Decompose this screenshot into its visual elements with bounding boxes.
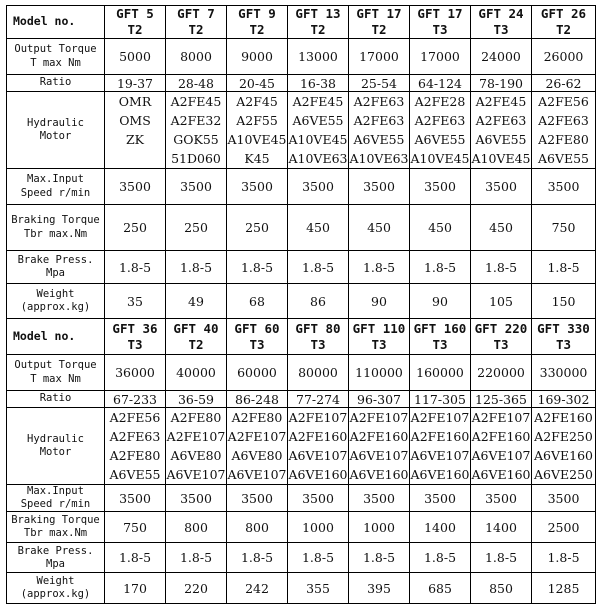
row-label-speed xyxy=(7,169,105,205)
motor-cell: A2FE107 xyxy=(410,408,471,428)
row-label-line: Speed r/min xyxy=(20,186,91,199)
brake-press-cell: 1.8-5 xyxy=(471,251,532,284)
motor-cell: A2FE160 xyxy=(288,429,348,444)
motor-cell: A6VE55 xyxy=(532,149,596,169)
speed-cell: 3500 xyxy=(166,169,227,205)
row-label-model: Model no. xyxy=(7,6,105,39)
model-name: GFT 7 xyxy=(177,6,215,22)
model-name: GFT 36 xyxy=(112,320,158,336)
ratio-cell: 96-307 xyxy=(349,391,410,408)
weight-cell: 86 xyxy=(288,284,349,319)
motor-cell: A2FE45 xyxy=(166,92,227,112)
ratio-cell: 125-365 xyxy=(471,391,532,408)
motor-cell: A2FE80 xyxy=(227,408,288,428)
table-row-model xyxy=(7,6,596,39)
model-type: T2 xyxy=(371,22,387,37)
row-label-weight xyxy=(7,573,105,604)
motor-cell: A6VE160 xyxy=(471,465,532,485)
speed-cell: 3500 xyxy=(532,169,596,205)
row-label-torque xyxy=(7,39,105,75)
row-label-line: Weight xyxy=(36,575,75,588)
model-header-cell xyxy=(227,319,288,355)
brake-press-cell: 1.8-5 xyxy=(105,543,166,573)
table-row-motor xyxy=(7,92,596,112)
speed-cell: 3500 xyxy=(471,485,532,512)
model-type: T3 xyxy=(493,336,509,352)
model-type: T3 xyxy=(310,336,326,352)
motor-cell: A2F45 xyxy=(227,92,288,112)
braking-cell: 2500 xyxy=(532,512,596,543)
row-label-braking xyxy=(7,512,105,543)
braking-cell: 450 xyxy=(410,205,471,251)
speed-cell: 3500 xyxy=(166,485,227,512)
weight-cell: 170 xyxy=(105,573,166,604)
braking-cell: 750 xyxy=(105,512,166,543)
motor-cell: A6VE55 xyxy=(288,111,349,130)
speed-cell: 3500 xyxy=(227,485,288,512)
motor-cell: A10VE45 xyxy=(410,149,471,169)
weight-cell: 90 xyxy=(349,284,410,319)
model-header-cell xyxy=(288,6,349,39)
row-label-brake_press xyxy=(7,251,105,284)
row-label-motor xyxy=(7,92,105,169)
model-name: GFT 40 xyxy=(173,320,219,336)
motor-cell: A6VE55 xyxy=(349,130,410,149)
row-label-line: Braking Torque xyxy=(11,514,100,527)
motor-cell: ZK xyxy=(105,130,166,149)
row-label-line: Speed r/min xyxy=(20,498,91,511)
row-label-line: Brake Press. xyxy=(17,544,94,557)
model-header-cell xyxy=(105,319,166,355)
motor-cell: A2FE250 xyxy=(532,427,596,446)
brake-press-cell: 1.8-5 xyxy=(532,251,596,284)
brake-press-cell: 1.8-5 xyxy=(532,543,596,573)
model-type: T2 xyxy=(249,22,265,37)
brake-press-cell: 1.8-5 xyxy=(166,251,227,284)
model-type: T2 xyxy=(310,22,326,37)
brake-press-cell: 1.8-5 xyxy=(288,251,349,284)
ratio-cell: 28-48 xyxy=(166,75,227,92)
braking-cell: 1000 xyxy=(349,512,410,543)
model-header-cell xyxy=(471,6,532,39)
motor-cell: A6VE80 xyxy=(227,446,288,465)
model-name: GFT 220 xyxy=(474,320,528,336)
row-label-line: Motor xyxy=(39,130,72,142)
model-name: GFT 110 xyxy=(352,320,406,336)
motor-cell: K45 xyxy=(227,149,288,169)
motor-cell: A2FE80 xyxy=(166,408,227,428)
table-row-weight xyxy=(7,284,596,319)
motor-cell: A6VE160 xyxy=(410,465,471,485)
motor-cell: A6VE107 xyxy=(227,465,288,485)
ratio-cell: 26-62 xyxy=(532,75,596,92)
weight-cell: 850 xyxy=(471,573,532,604)
weight-cell: 355 xyxy=(288,573,349,604)
motor-cell: A2FE80 xyxy=(532,130,596,149)
weight-cell: 68 xyxy=(227,284,288,319)
braking-cell: 750 xyxy=(532,205,596,251)
motor-cell: A2FE160 xyxy=(349,429,409,444)
brake-press-cell: 1.8-5 xyxy=(166,543,227,573)
weight-cell: 150 xyxy=(532,284,596,319)
model-header-cell xyxy=(471,319,532,355)
table-row-model xyxy=(7,319,596,355)
table-row-speed xyxy=(7,485,596,512)
brake-press-cell: 1.8-5 xyxy=(349,543,410,573)
motor-cell: A2FE63 xyxy=(349,92,410,112)
motor-cell: A10VE45 xyxy=(471,149,532,169)
motor-cell: A2FE63 xyxy=(471,111,532,130)
ratio-cell: 86-248 xyxy=(227,391,288,408)
brake-press-cell: 1.8-5 xyxy=(471,543,532,573)
ratio-cell: 19-37 xyxy=(105,75,166,92)
weight-cell: 1285 xyxy=(532,573,596,604)
braking-cell: 250 xyxy=(166,205,227,251)
motor-cell xyxy=(105,149,166,169)
row-label-line: Braking Torque xyxy=(11,214,100,227)
ratio-cell: 25-54 xyxy=(349,75,410,92)
ratio-cell: 67-233 xyxy=(105,391,166,408)
model-header-cell xyxy=(349,319,410,355)
model-header-cell xyxy=(349,6,410,39)
motor-cell: A10VE45 xyxy=(227,132,287,147)
motor-cell: A2FE63 xyxy=(349,111,410,130)
table-row-speed xyxy=(7,169,596,205)
speed-cell: 3500 xyxy=(288,485,349,512)
brake-press-cell: 1.8-5 xyxy=(410,543,471,573)
model-name: GFT 80 xyxy=(295,320,341,336)
model-name: GFT 160 xyxy=(413,320,467,336)
motor-cell: A2FE56 xyxy=(105,408,166,428)
weight-cell: 242 xyxy=(227,573,288,604)
motor-cell: A2FE160 xyxy=(410,429,470,444)
row-label-line: T max Nm xyxy=(30,56,81,69)
row-label-line: Max.Input xyxy=(27,173,84,186)
table-row-brake_press xyxy=(7,543,596,573)
model-name: GFT 17 xyxy=(417,6,463,22)
row-label-line: Tbr max.Nm xyxy=(23,527,88,540)
row-label-ratio: Ratio xyxy=(7,391,105,408)
table-row-ratio xyxy=(7,391,596,408)
braking-cell: 1400 xyxy=(410,512,471,543)
motor-cell: A10VE63 xyxy=(288,149,349,169)
torque-cell: 13000 xyxy=(288,39,349,75)
row-label-line: Max.Input xyxy=(27,485,84,497)
speed-cell: 3500 xyxy=(349,485,410,512)
ratio-cell: 64-124 xyxy=(410,75,471,92)
motor-cell: A6VE160 xyxy=(532,446,596,465)
motor-cell: A2FE107 xyxy=(471,408,532,428)
motor-cell: A2FE107 xyxy=(349,408,410,428)
row-label-line: Tbr max.Nm xyxy=(23,227,88,240)
spec-table-body xyxy=(7,6,596,604)
model-header-cell xyxy=(166,319,227,355)
motor-cell: A6VE250 xyxy=(532,465,596,485)
braking-cell: 800 xyxy=(227,512,288,543)
torque-cell: 5000 xyxy=(105,39,166,75)
row-label-line: Hydraulic xyxy=(27,116,84,129)
row-label-line: T max Nm xyxy=(30,372,81,385)
weight-cell: 49 xyxy=(166,284,227,319)
motor-cell: A6VE107 xyxy=(349,448,409,463)
table-row-torque xyxy=(7,39,596,75)
model-type: T2 xyxy=(188,336,204,352)
braking-cell: 250 xyxy=(105,205,166,251)
motor-cell: OMS xyxy=(105,111,166,130)
model-type: T3 xyxy=(555,336,572,352)
motor-cell: A6VE55 xyxy=(105,465,166,485)
weight-cell: 220 xyxy=(166,573,227,604)
brake-press-cell: 1.8-5 xyxy=(349,251,410,284)
speed-cell: 3500 xyxy=(532,485,596,512)
row-label-line: Mpa xyxy=(46,267,65,279)
motor-cell: A6VE160 xyxy=(349,465,410,485)
model-header-cell xyxy=(410,6,471,39)
row-label-line: Hydraulic xyxy=(27,432,84,445)
model-name: GFT 330 xyxy=(537,320,590,336)
motor-cell: A2F55 xyxy=(227,111,288,130)
row-label-line: Weight xyxy=(36,287,75,300)
motor-cell: A2FE28 xyxy=(410,92,471,112)
motor-cell: A2FE80 xyxy=(105,446,166,465)
motor-cell: A2FE32 xyxy=(166,111,227,130)
model-name: GFT 26 xyxy=(540,6,587,22)
torque-cell: 24000 xyxy=(471,39,532,75)
model-header-cell xyxy=(105,6,166,39)
speed-cell: 3500 xyxy=(349,169,410,205)
torque-cell: 17000 xyxy=(349,39,410,75)
model-name: GFT 24 xyxy=(478,6,524,22)
motor-cell: A2FE56 xyxy=(532,92,596,112)
row-label-line: Mpa xyxy=(46,557,65,570)
model-header-cell xyxy=(410,319,471,355)
speed-cell: 3500 xyxy=(227,169,288,205)
row-label-line: Output Torque xyxy=(14,43,97,56)
speed-cell: 3500 xyxy=(410,485,471,512)
model-name: GFT 60 xyxy=(234,320,280,336)
table-row-weight xyxy=(7,573,596,604)
torque-cell: 160000 xyxy=(410,355,471,391)
ratio-cell: 169-302 xyxy=(532,391,596,408)
speed-cell: 3500 xyxy=(105,169,166,205)
model-type: T3 xyxy=(127,336,143,352)
ratio-cell: 78-190 xyxy=(471,75,532,92)
model-type: T2 xyxy=(188,22,204,37)
brake-press-cell: 1.8-5 xyxy=(105,251,166,284)
model-name: GFT 17 xyxy=(356,6,402,22)
weight-cell: 90 xyxy=(410,284,471,319)
torque-cell: 330000 xyxy=(532,355,596,391)
torque-cell: 80000 xyxy=(288,355,349,391)
table-row-ratio xyxy=(7,75,596,92)
braking-cell: 1400 xyxy=(471,512,532,543)
ratio-cell: 20-45 xyxy=(227,75,288,92)
motor-cell: A6VE107 xyxy=(288,448,348,463)
motor-cell: GOK55 xyxy=(166,130,227,149)
model-type: T3 xyxy=(432,336,448,352)
motor-cell: A10VE63 xyxy=(349,149,410,169)
row-label-brake_press xyxy=(7,543,105,573)
spec-table xyxy=(6,5,596,604)
ratio-cell: 36-59 xyxy=(166,391,227,408)
table-row-brake_press xyxy=(7,251,596,284)
motor-cell: 51D060 xyxy=(166,149,227,169)
weight-cell: 35 xyxy=(105,284,166,319)
brake-press-cell: 1.8-5 xyxy=(227,543,288,573)
motor-cell: A10VE45 xyxy=(288,132,348,147)
ratio-cell: 16-38 xyxy=(288,75,349,92)
model-type: T3 xyxy=(432,22,448,37)
row-label-motor xyxy=(7,408,105,485)
motor-cell: A2FE160 xyxy=(532,408,596,428)
torque-cell: 40000 xyxy=(166,355,227,391)
speed-cell: 3500 xyxy=(471,169,532,205)
row-label-speed xyxy=(7,485,105,512)
braking-cell: 450 xyxy=(349,205,410,251)
brake-press-cell: 1.8-5 xyxy=(227,251,288,284)
model-type: T2 xyxy=(555,22,572,37)
braking-cell: 250 xyxy=(227,205,288,251)
torque-cell: 17000 xyxy=(410,39,471,75)
motor-cell: A2FE45 xyxy=(288,92,349,112)
torque-cell: 26000 xyxy=(532,39,596,75)
ratio-cell: 77-274 xyxy=(288,391,349,408)
torque-cell: 220000 xyxy=(471,355,532,391)
model-header-cell xyxy=(532,319,596,355)
model-name: GFT 9 xyxy=(238,6,276,22)
model-type: T3 xyxy=(371,336,387,352)
motor-cell: A6VE107 xyxy=(166,465,227,485)
model-header-cell xyxy=(532,6,596,39)
motor-cell: A2FE107 xyxy=(227,429,287,444)
row-label-line: Motor xyxy=(39,446,72,458)
motor-cell: A2FE107 xyxy=(288,408,349,428)
torque-cell: 36000 xyxy=(105,355,166,391)
motor-cell: OMR xyxy=(105,92,166,112)
torque-cell: 8000 xyxy=(166,39,227,75)
motor-cell: A6VE107 xyxy=(471,448,531,463)
braking-cell: 1000 xyxy=(288,512,349,543)
model-header-cell xyxy=(227,6,288,39)
model-name: GFT 5 xyxy=(116,6,154,22)
speed-cell: 3500 xyxy=(410,169,471,205)
ratio-cell: 117-305 xyxy=(410,391,471,408)
torque-cell: 60000 xyxy=(227,355,288,391)
motor-cell: A6VE107 xyxy=(410,448,470,463)
row-label-torque xyxy=(7,355,105,391)
speed-cell: 3500 xyxy=(288,169,349,205)
table-row-motor xyxy=(7,408,596,428)
row-label-line: Output Torque xyxy=(14,359,97,372)
torque-cell: 9000 xyxy=(227,39,288,75)
model-header-cell xyxy=(166,6,227,39)
motor-cell: A2FE45 xyxy=(471,92,532,112)
weight-cell: 395 xyxy=(349,573,410,604)
table-row-braking xyxy=(7,512,596,543)
motor-cell: A2FE160 xyxy=(471,429,531,444)
motor-cell: A2FE63 xyxy=(532,111,596,130)
row-label-weight xyxy=(7,284,105,319)
speed-cell: 3500 xyxy=(105,485,166,512)
model-type: T3 xyxy=(493,22,509,37)
model-header-cell xyxy=(288,319,349,355)
braking-cell: 800 xyxy=(166,512,227,543)
row-label-model: Model no. xyxy=(7,319,105,355)
model-name: GFT 13 xyxy=(295,6,341,22)
motor-cell: A6VE80 xyxy=(166,446,227,465)
motor-cell: A6VE55 xyxy=(471,130,532,149)
torque-cell: 110000 xyxy=(349,355,410,391)
motor-cell: A6VE55 xyxy=(410,130,471,149)
motor-cell: A2FE63 xyxy=(105,427,166,446)
motor-cell: A2FE107 xyxy=(166,429,226,444)
model-type: T3 xyxy=(249,336,265,352)
motor-cell: A2FE63 xyxy=(410,111,471,130)
row-label-line: (approx.kg) xyxy=(20,301,91,313)
table-row-torque xyxy=(7,355,596,391)
row-label-ratio: Ratio xyxy=(7,75,105,92)
brake-press-cell: 1.8-5 xyxy=(410,251,471,284)
row-label-line: (approx.kg) xyxy=(20,588,91,601)
weight-cell: 105 xyxy=(471,284,532,319)
row-label-braking xyxy=(7,205,105,251)
braking-cell: 450 xyxy=(288,205,349,251)
motor-cell: A6VE160 xyxy=(288,465,349,485)
brake-press-cell: 1.8-5 xyxy=(288,543,349,573)
table-row-braking xyxy=(7,205,596,251)
braking-cell: 450 xyxy=(471,205,532,251)
model-type: T2 xyxy=(127,22,143,37)
row-label-line: Brake Press. xyxy=(17,253,94,266)
weight-cell: 685 xyxy=(410,573,471,604)
